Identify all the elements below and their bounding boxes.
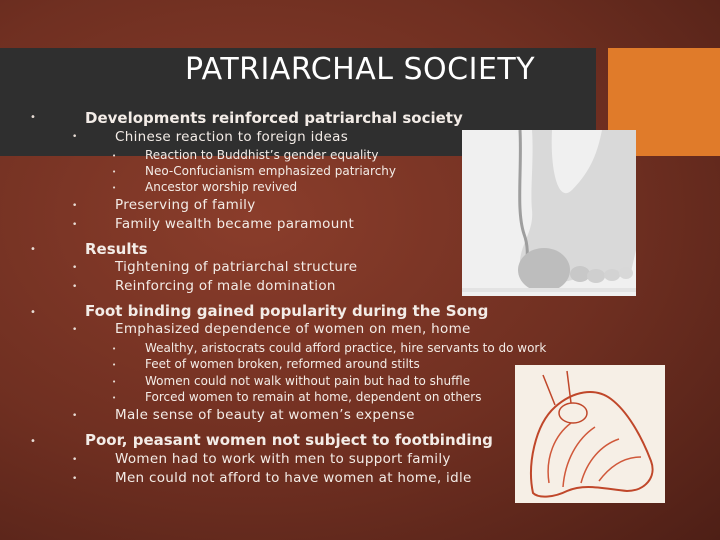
bullet-icon: • <box>112 345 117 353</box>
list-item: Preserving of family <box>115 197 256 213</box>
bullet-icon: • <box>72 220 78 230</box>
bullet-icon: • <box>72 263 78 273</box>
bullet-icon: • <box>112 184 117 192</box>
slide-title: PATRIARCHAL SOCIETY <box>184 52 536 87</box>
bullet-icon: • <box>112 378 117 386</box>
bullet-icon: • <box>72 201 78 211</box>
bullet-icon: • <box>72 132 78 142</box>
list-item: Chinese reaction to foreign ideas <box>115 129 349 145</box>
foot-xray-sketch <box>515 365 665 503</box>
bound-foot-photo <box>462 130 636 296</box>
list-subitem: Reaction to Buddhist’s gender equality <box>145 148 379 162</box>
list-subitem: Ancestor worship revived <box>145 180 298 194</box>
bullet-icon: • <box>112 394 117 402</box>
list-subitem: Feet of women broken, reformed around stilts <box>145 357 420 371</box>
section-heading: Foot binding gained popularity during the Song <box>85 302 489 320</box>
bullet-icon: • <box>72 474 78 484</box>
bullet-icon: • <box>30 436 36 447</box>
bullet-icon: • <box>72 325 78 335</box>
bullet-icon: • <box>30 112 36 123</box>
section-heading: Results <box>85 240 148 258</box>
list-item: Women had to work with men to support family <box>115 451 451 467</box>
bullet-icon: • <box>112 361 117 369</box>
section-heading: Developments reinforced patriarchal society <box>85 109 463 127</box>
list-item: Emphasized dependence of women on men, home <box>115 321 471 337</box>
bullet-icon: • <box>30 307 36 318</box>
bullet-icon: • <box>72 282 78 292</box>
list-item: Male sense of beauty at women’s expense <box>115 407 415 423</box>
bullet-icon: • <box>30 244 36 255</box>
list-subitem: Forced women to remain at home, dependent on others <box>145 390 482 404</box>
list-subitem: Neo-Confucianism emphasized patriarchy <box>145 164 397 178</box>
bullet-icon: • <box>72 411 78 421</box>
section-heading: Poor, peasant women not subject to footbinding <box>85 431 493 449</box>
list-subitem: Women could not walk without pain but had to shuffle <box>145 374 471 388</box>
list-item: Tightening of patriarchal structure <box>115 259 358 275</box>
list-item: Reinforcing of male domination <box>115 278 336 294</box>
list-item: Family wealth became paramount <box>115 216 355 232</box>
list-item: Men could not afford to have women at home, idle <box>115 470 472 486</box>
bullet-icon: • <box>112 168 117 176</box>
bullet-icon: • <box>72 455 78 465</box>
list-subitem: Wealthy, aristocrats could afford practice, hire servants to do work <box>145 341 547 355</box>
bullet-icon: • <box>112 152 117 160</box>
